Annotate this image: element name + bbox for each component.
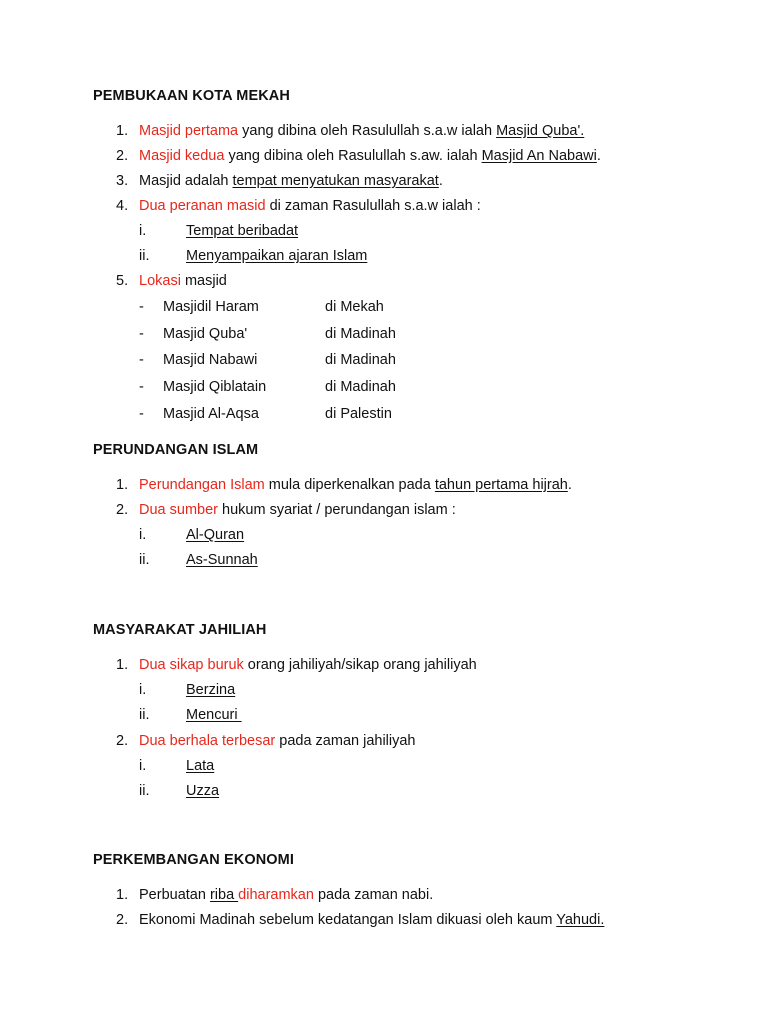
list-item: Perundangan Islam mula diperkenalkan pada tahun pertama hijrah. [139,477,572,493]
list-item: Dua sumber hukum syariat / perundangan islam : [139,502,456,518]
location-place: di Mekah [325,299,384,315]
list-item: Perbuatan riba diharamkan pada zaman nabi. [139,887,434,903]
list-item: Ekonomi Madinah sebelum kedatangan Islam dikuasi oleh kaum Yahudi. [139,912,605,928]
sub-list-number: ii. [139,783,150,799]
sub-list-item: Mencuri [186,707,242,723]
sub-list-item: Al-Quran [186,527,245,543]
sub-list-number: i. [139,758,147,774]
location-place: di Madinah [325,352,396,368]
sub-list-number: ii. [139,552,150,568]
sub-list-number: i. [139,682,147,698]
list-item: Masjid kedua yang dibina oleh Rasulullah s.aw. ialah Masjid An Nabawi. [139,148,601,164]
section-heading: MASYARAKAT JAHILIAH [93,622,267,638]
location-name: Masjid Al-Aqsa [163,406,259,422]
list-number: 1. [116,123,129,139]
sub-list-number: i. [139,223,147,239]
list-number: 3. [116,173,129,189]
list-number: 1. [116,477,129,493]
sub-list-number: ii. [139,248,150,264]
list-number: 2. [116,733,129,749]
list-number: 1. [116,887,129,903]
sub-list-item: Uzza [186,783,220,799]
location-name: Masjid Nabawi [163,352,258,368]
list-number: 1. [116,657,129,673]
location-place: di Madinah [325,326,396,342]
location-dash: - [139,406,144,422]
sub-list-number: ii. [139,707,150,723]
location-name: Masjidil Haram [163,299,259,315]
list-number: 4. [116,198,129,214]
section-heading: PERKEMBANGAN EKONOMI [93,852,294,868]
location-dash: - [139,352,144,368]
location-name: Masjid Qiblatain [163,379,267,395]
list-item: Lokasi masjid [139,273,227,289]
sub-list-item: Lata [186,758,215,774]
location-name: Masjid Quba' [163,326,248,342]
sub-list-number: i. [139,527,147,543]
location-dash: - [139,299,144,315]
sub-list-item: Berzina [186,682,236,698]
list-number: 2. [116,148,129,164]
section-heading: PEMBUKAAN KOTA MEKAH [93,88,290,104]
location-place: di Palestin [325,406,392,422]
sub-list-item: As-Sunnah [186,552,258,568]
list-item: Masjid adalah tempat menyatukan masyarakat. [139,173,443,189]
sub-list-item: Tempat beribadat [186,223,299,239]
list-item: Masjid pertama yang dibina oleh Rasulullah s.a.w ialah Masjid Quba'. [139,123,585,139]
list-number: 2. [116,912,129,928]
list-item: Dua berhala terbesar pada zaman jahiliyah [139,733,416,749]
list-item: Dua sikap buruk orang jahiliyah/sikap orang jahiliyah [139,657,477,673]
list-number: 5. [116,273,129,289]
list-number: 2. [116,502,129,518]
location-dash: - [139,379,144,395]
list-item: Dua peranan masid di zaman Rasulullah s.a.w ialah : [139,198,481,214]
location-place: di Madinah [325,379,396,395]
section-heading: PERUNDANGAN ISLAM [93,442,259,458]
location-dash: - [139,326,144,342]
sub-list-item: Menyampaikan ajaran Islam [186,248,368,264]
